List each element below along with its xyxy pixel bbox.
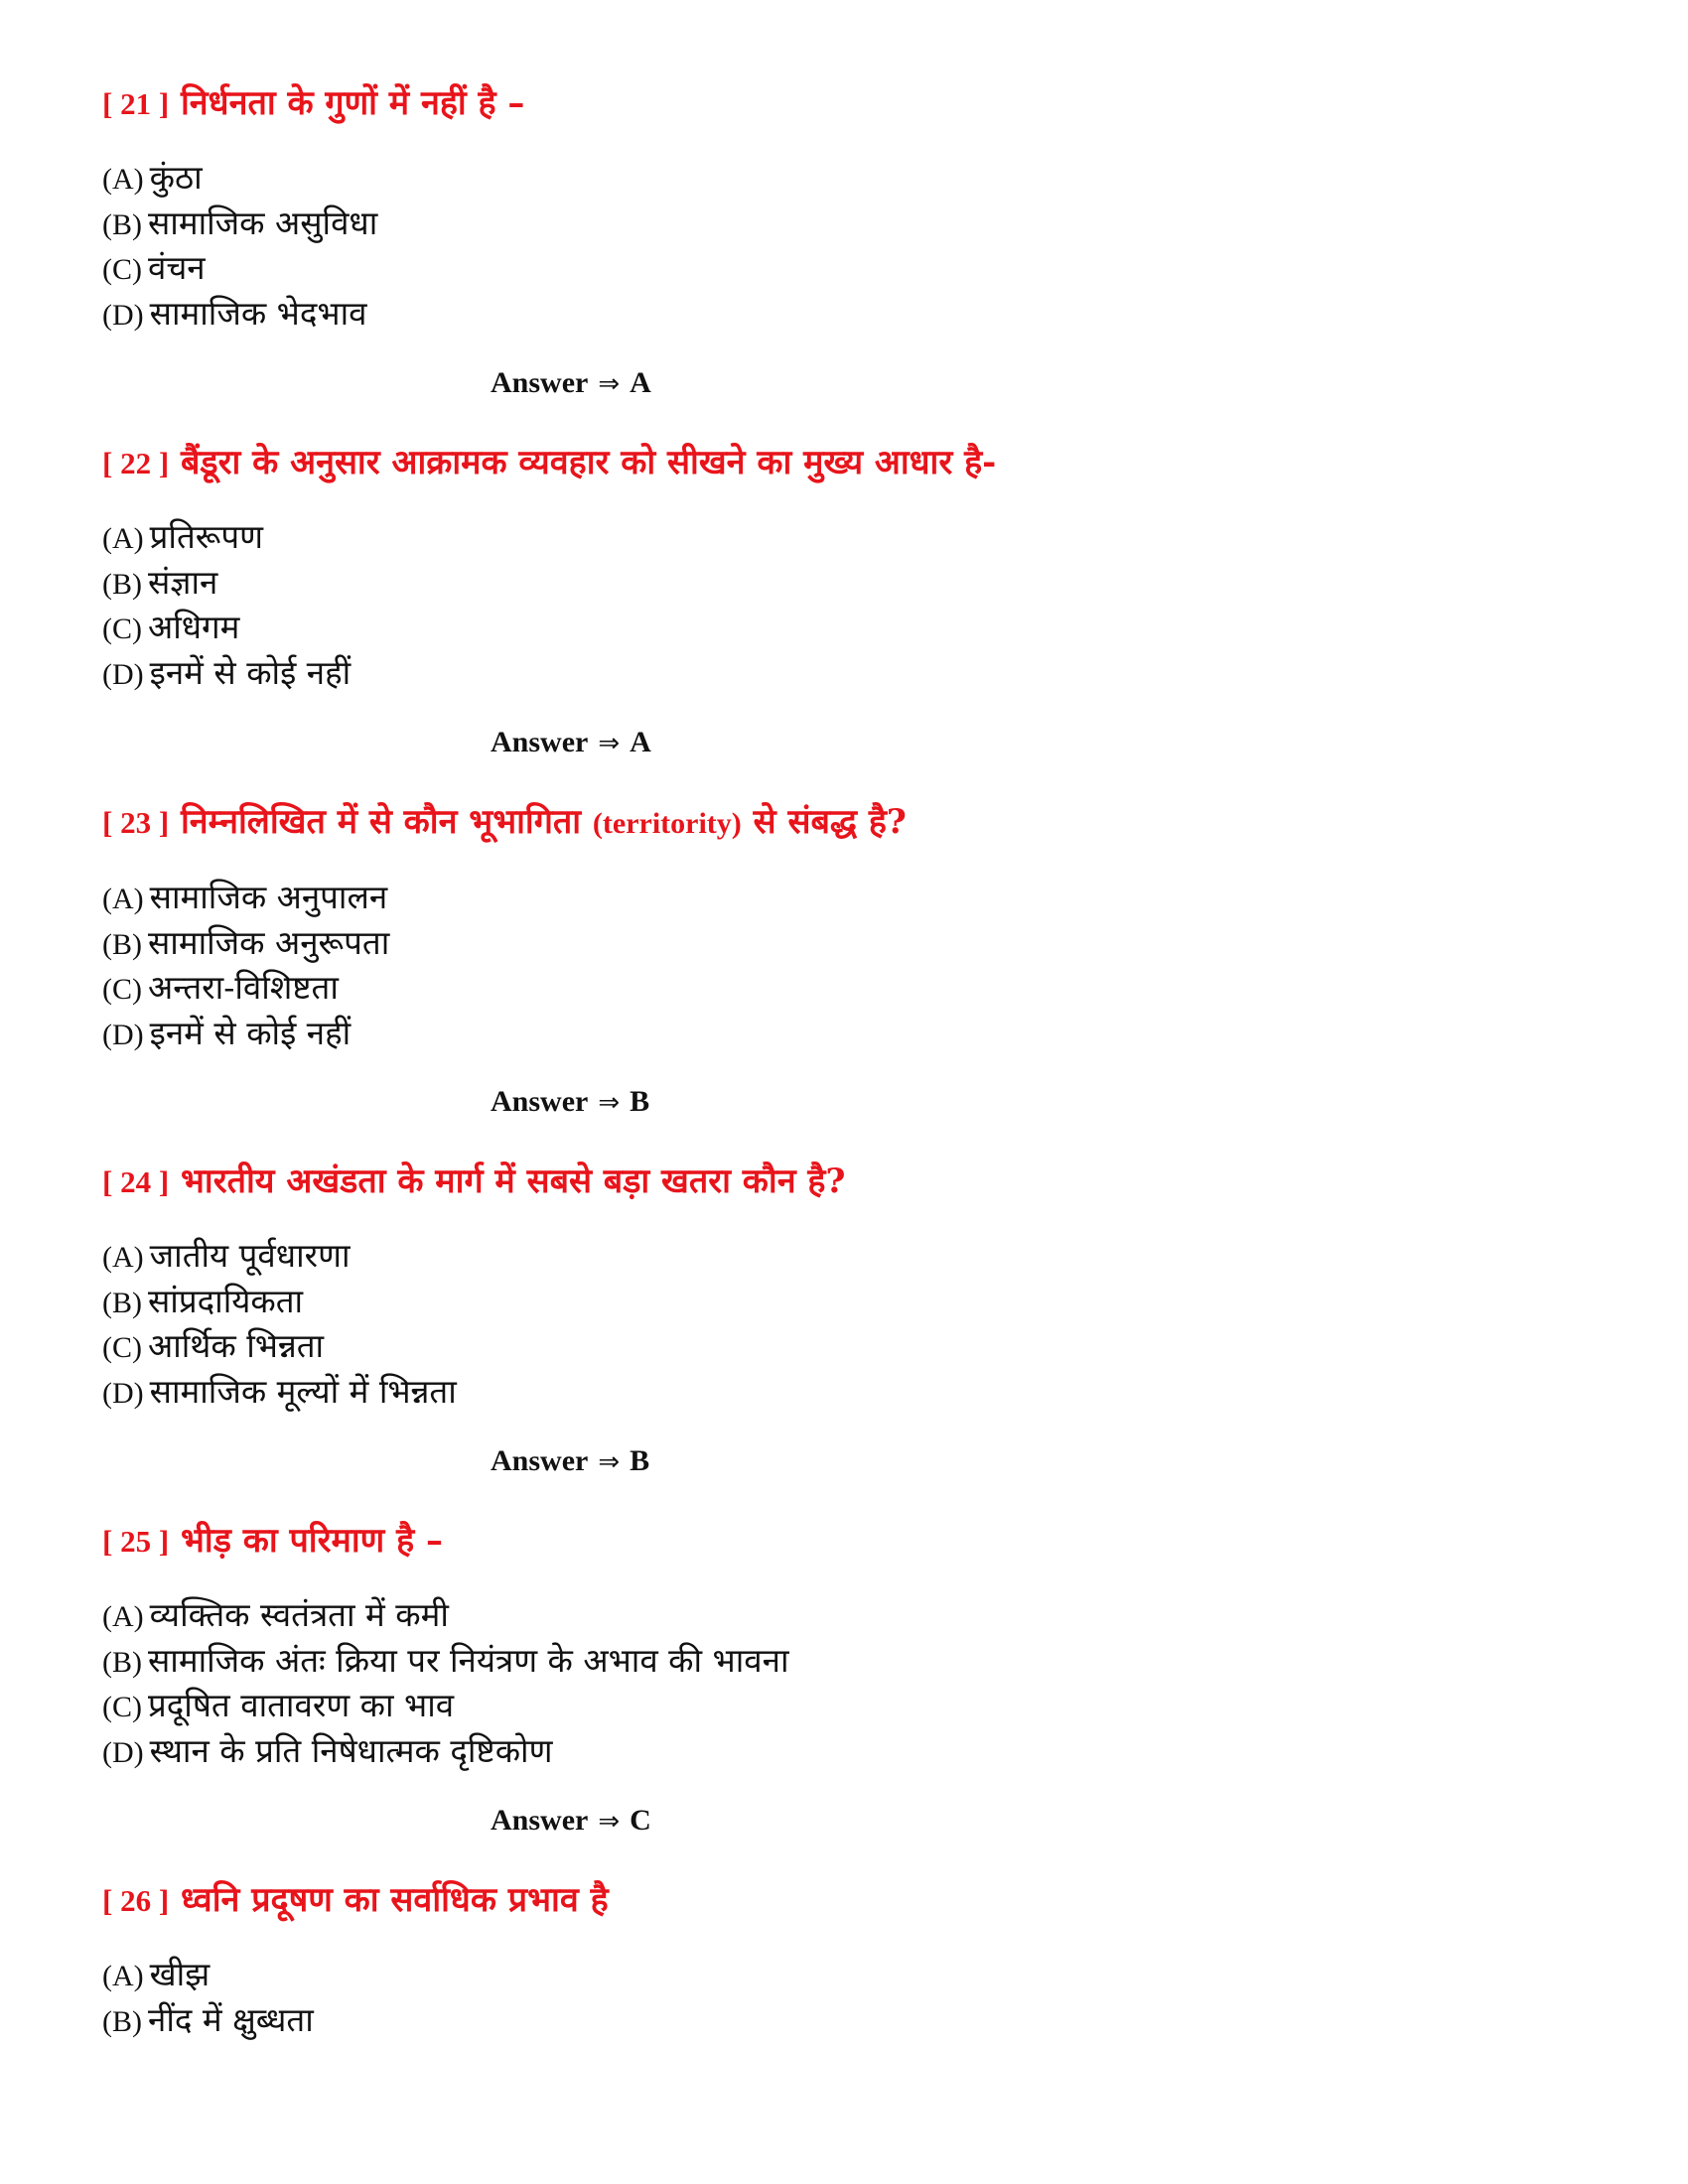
option-text: कुंठा [149,158,203,197]
option-text: प्रदूषित वातावरण का भाव [148,1686,455,1724]
option-text: प्रतिरूपण [149,517,264,556]
question-text: भारतीय अखंडता के मार्ग में सबसे बड़ा खतरा कौन है? [181,1161,846,1201]
option-text: अन्तरा-विशिष्टता [148,968,339,1007]
option-label: (A) [102,522,144,555]
option-list [102,876,1592,1056]
question-text: निर्धनता के गुणों में नहीं है – [181,83,525,123]
option-list [102,515,1592,696]
question-number: [ 24 ] [102,1164,170,1199]
option-label: (B) [102,927,142,961]
option-label: (A) [102,1960,144,1992]
option-text: सामाजिक अनुरूपता [148,922,390,962]
answer-label: Answer [491,1804,589,1837]
option-label: (A) [102,1241,144,1274]
question-text: निम्नलिखित में से कौन भूभागिता [181,802,582,842]
arrow-icon: ⇒ [598,369,621,399]
option-b [102,1998,1592,2044]
option-label: (C) [102,1331,142,1364]
answer-24 [491,1441,649,1482]
question-23 [102,798,1592,1056]
option-label: (B) [102,1286,142,1319]
option-list [102,156,1592,337]
option-list [102,1593,1592,1774]
option-text: अधिगम [148,608,240,646]
option-a [102,1234,1592,1280]
option-text: व्यक्तिक स्वतंत्रता में कमी [149,1595,449,1634]
option-c [102,1684,1592,1729]
option-text: खीझ [149,1955,211,1993]
question-number: [ 23 ] [102,805,170,840]
question-26 [102,1876,1592,2043]
question-title [102,439,1592,487]
option-label: (C) [102,973,142,1006]
question-number: [ 22 ] [102,446,170,480]
question-title [102,798,1592,848]
option-label: (D) [102,657,144,691]
option-text: सांप्रदायिकता [148,1281,304,1320]
option-list [102,1234,1592,1415]
question-number: [ 26 ] [102,1883,170,1918]
option-text: नींद में क्षुब्धता [148,1999,314,2039]
question-number: [ 25 ] [102,1524,170,1559]
answer-25 [491,1801,651,1842]
question-title [102,1876,1592,1925]
answer-value: C [630,1804,651,1837]
option-label: (B) [102,2004,142,2038]
option-b [102,561,1592,607]
option-label: (B) [102,1645,142,1679]
question-term: (territority) [592,807,742,840]
option-text: इनमें से कोई नहीं [149,652,352,692]
option-a [102,876,1592,921]
option-d [102,292,1592,338]
option-text: सामाजिक भेदभाव [149,293,367,333]
option-text: स्थान के प्रति निषेधात्मक दृष्टिकोण [149,1730,553,1770]
arrow-icon: ⇒ [598,1807,621,1837]
option-text: सामाजिक अनुपालन [149,878,388,916]
question-text: बैंडूरा के अनुसार आक्रामक व्यवहार को सीखने का मुख्य आधार है- [181,443,997,482]
option-text: सामाजिक अंतः क्रिया पर नियंत्रण के अभाव की भावना [148,1640,789,1680]
option-label: (B) [102,207,142,241]
option-b [102,1280,1592,1325]
option-b [102,202,1592,247]
option-text: सामाजिक असुविधा [148,203,378,242]
option-text: सामाजिक मूल्यों में भिन्नता [149,1371,457,1411]
question-25 [102,1517,1592,1774]
option-a [102,515,1592,561]
arrow-icon: ⇒ [598,729,621,758]
option-a [102,1593,1592,1639]
option-text: जातीय पूर्वधारणा [149,1236,351,1275]
question-title [102,1158,1592,1206]
option-text: आर्थिक भिन्नता [148,1326,325,1365]
option-c [102,606,1592,651]
option-label: (A) [102,163,144,196]
answer-value: B [630,1085,650,1118]
question-text-end: से संबद्ध है? [753,802,907,842]
answer-22 [491,723,651,763]
option-c [102,966,1592,1012]
answer-label: Answer [491,1444,589,1477]
option-label: (D) [102,1376,144,1410]
option-label: (C) [102,253,142,286]
answer-23 [491,1082,649,1123]
question-21 [102,79,1592,337]
answer-value: B [630,1444,650,1477]
option-label: (A) [102,883,144,915]
answer-value: A [630,366,651,399]
question-title [102,1517,1592,1566]
answer-label: Answer [491,1085,589,1118]
question-text: ध्वनि प्रदूषण का सर्वाधिक प्रभाव है [181,1880,609,1920]
answer-label: Answer [491,726,589,758]
option-list [102,1953,1592,2043]
question-24 [102,1158,1592,1415]
answer-value: A [630,726,651,758]
option-d [102,651,1592,697]
question-title [102,79,1592,128]
option-a [102,1953,1592,1998]
option-label: (C) [102,613,142,645]
question-22 [102,439,1592,696]
option-c [102,1324,1592,1370]
option-d [102,1729,1592,1775]
option-label: (C) [102,1691,142,1723]
answer-21 [491,363,651,404]
answer-label: Answer [491,366,589,399]
arrow-icon: ⇒ [598,1447,621,1477]
option-d [102,1370,1592,1416]
question-text: भीड़ का परिमाण है – [181,1521,443,1561]
option-label: (A) [102,1600,144,1633]
option-text: संज्ञान [148,562,218,602]
option-label: (D) [102,1735,144,1769]
option-text: वंचन [148,248,206,287]
option-label: (B) [102,567,142,601]
option-label: (D) [102,298,144,332]
question-number: [ 21 ] [102,86,170,121]
option-label: (D) [102,1018,144,1051]
option-d [102,1012,1592,1057]
option-b [102,921,1592,967]
option-c [102,246,1592,292]
arrow-icon: ⇒ [598,1088,621,1118]
option-b [102,1639,1592,1685]
option-a [102,156,1592,202]
option-text: इनमें से कोई नहीं [149,1013,352,1052]
